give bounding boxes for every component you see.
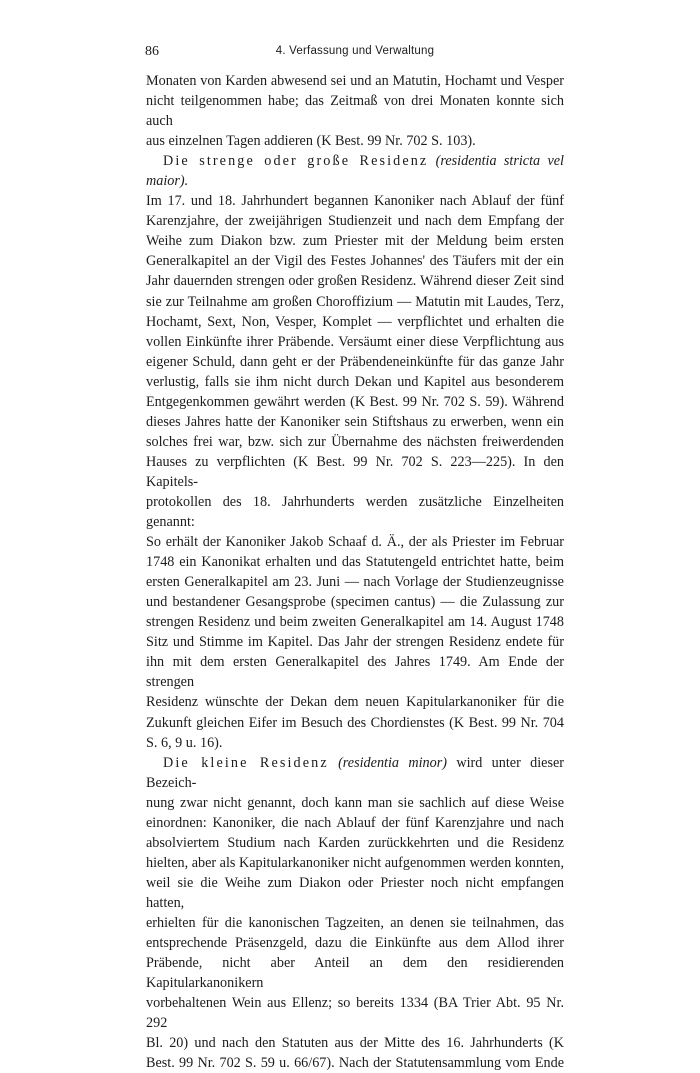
text-line: hielten, aber als Kapitularkanoniker nicht aufgenommen werden konnten, <box>146 854 564 871</box>
text-line: eigener Schuld, dann geht er der Präbendeneinkünfte für das ganze Jahr <box>146 353 564 370</box>
text-line: So erhält der Kanoniker Jakob Schaaf d. Ä., der als Priester im Februar <box>146 534 564 551</box>
text-line: Hochamt, Sext, Non, Vesper, Komplet — verpflichtet und erhalten die <box>146 313 564 330</box>
text-line: einordnen: Kanoniker, die nach Ablauf der fünf Karenzjahre und nach <box>146 814 564 831</box>
running-head: 4. Verfassung und Verwaltung <box>275 45 435 57</box>
text-line: ersten Generalkapitel am 23. Juni — nach Vorlage der Studienzeugnisse <box>146 574 564 591</box>
text-line: Karenzjahre, der zweijährigen Studienzeit und nach dem Empfang der <box>146 213 564 230</box>
text-line: erhielten für die kanonischen Tagzeiten, an denen sie teilnahmen, das <box>146 914 564 931</box>
text-line: Residenz wünschte der Dekan dem neuen Kapitularkanoniker für die <box>146 694 564 711</box>
text-line: Generalkapitel an der Vigil des Festes Johannes' des Täufers mit der ein <box>146 253 564 270</box>
text-line: Monaten von Karden abwesend sei und an Matutin, Hochamt und Vesper <box>146 73 564 89</box>
text-line: Präbende, nicht aber Anteil an dem den residierenden Kapitularkanonikern <box>146 955 564 992</box>
text-line: aus einzelnen Tagen addieren (K Best. 99 Nr. 702 S. 103). <box>146 133 476 150</box>
text-line: Jahr dauernden strengen oder großen Residenz. Während dieser Zeit sind <box>146 273 564 290</box>
text-line: protokollen des 18. Jahrhunderts werden zusätzliche Einzelheiten genannt: <box>146 493 564 531</box>
text-line: absolviertem Studium nach Karden zurückkehrten und die Residenz <box>146 834 564 851</box>
section-lead-line <box>146 151 564 191</box>
text-line: dieses Jahres hatte der Kanoniker sein Stiftshaus zu erwerben, wenn ein <box>146 413 564 430</box>
text-line: nung zwar nicht genannt, doch kann man sie sachlich auf diese Weise <box>146 794 564 811</box>
text-line: verlustig, falls sie ihm nicht durch Dekan und Kapitel aus besonderem <box>146 373 564 390</box>
latin-term: (residentia minor) <box>338 754 447 771</box>
text-line: sie zur Teilnahme am großen Choroffizium — Matutin mit Laudes, Terz, <box>146 293 564 310</box>
latin-term: (residentia stricta vel maior). <box>146 153 564 190</box>
page-number: 86 <box>145 44 159 59</box>
text-line: Sitz und Stimme im Kapitel. Das Jahr der strengen Residenz endete für <box>146 634 564 651</box>
text-line: 1748 ein Kanonikat erhalten und das Statutengeld entrichtet hatte, beim <box>146 554 564 571</box>
text-line: Bl. 20) und nach den Statuten aus der Mitte des 16. Jahrhunderts (K <box>146 1035 564 1052</box>
text-line: Weihe zum Diakon bzw. zum Priester mit der Meldung beim ersten <box>146 233 564 250</box>
section-lead-line <box>146 753 564 793</box>
text-line: entsprechende Präsenzgeld, dazu die Einkünfte aus dem Allod ihrer <box>146 935 564 952</box>
text-line: solches frei war, bzw. sich zur Übernahme des nächsten freiwerdenden <box>146 433 564 450</box>
text-line: vorbehaltenen Wein aus Ellenz; so bereits 1334 (BA Trier Abt. 95 Nr. 292 <box>146 995 564 1032</box>
text-line: weil sie die Weihe zum Diakon oder Priester noch nicht empfangen hatten, <box>146 874 564 911</box>
text-line: Im 17. und 18. Jahrhundert begannen Kanoniker nach Ablauf der fünf <box>146 193 564 210</box>
text-line: strengen Residenz und beim zweiten Generalkapitel am 14. August 1748 <box>146 614 564 631</box>
text-line: Entgegenkommen gewährt werden (K Best. 99 Nr. 702 S. 59). Während <box>146 393 564 410</box>
lead-continuation: (residentia minor) wird unter dieser Bezeich- <box>146 754 565 791</box>
text-line: Hauses zu verpflichten (K Best. 99 Nr. 702 S. 223—225). In den Kapitels- <box>146 453 564 490</box>
text-line: und bestandener Gesangsprobe (specimen cantus) — die Zulassung zur <box>146 594 564 611</box>
text-line: Best. 99 Nr. 702 S. 59 u. 66/67). Nach der Statutensammlung vom Ende <box>146 1055 564 1072</box>
text-line: vollen Einkünfte ihrer Präbende. Versäumt einer diese Verpflichtung aus <box>146 333 564 350</box>
page-header <box>145 44 565 64</box>
text-line: ihn mit dem ersten Generalkapitel des Jahres 1749. Am Ende der strengen <box>146 654 564 691</box>
text-line: nicht teilgenommen habe; das Zeitmaß von drei Monaten konnte sich auch <box>146 93 564 130</box>
text-line: Zukunft gleichen Eifer im Besuch des Chordienstes (K Best. 99 Nr. 704 <box>146 714 564 731</box>
body-text <box>146 71 564 1073</box>
section-heading-kleine-residenz: Die kleine Residenz <box>163 754 329 771</box>
text-line: S. 6, 9 u. 16). <box>146 734 223 751</box>
section-heading-strenge-residenz: Die strenge oder große Residenz <box>163 153 429 170</box>
